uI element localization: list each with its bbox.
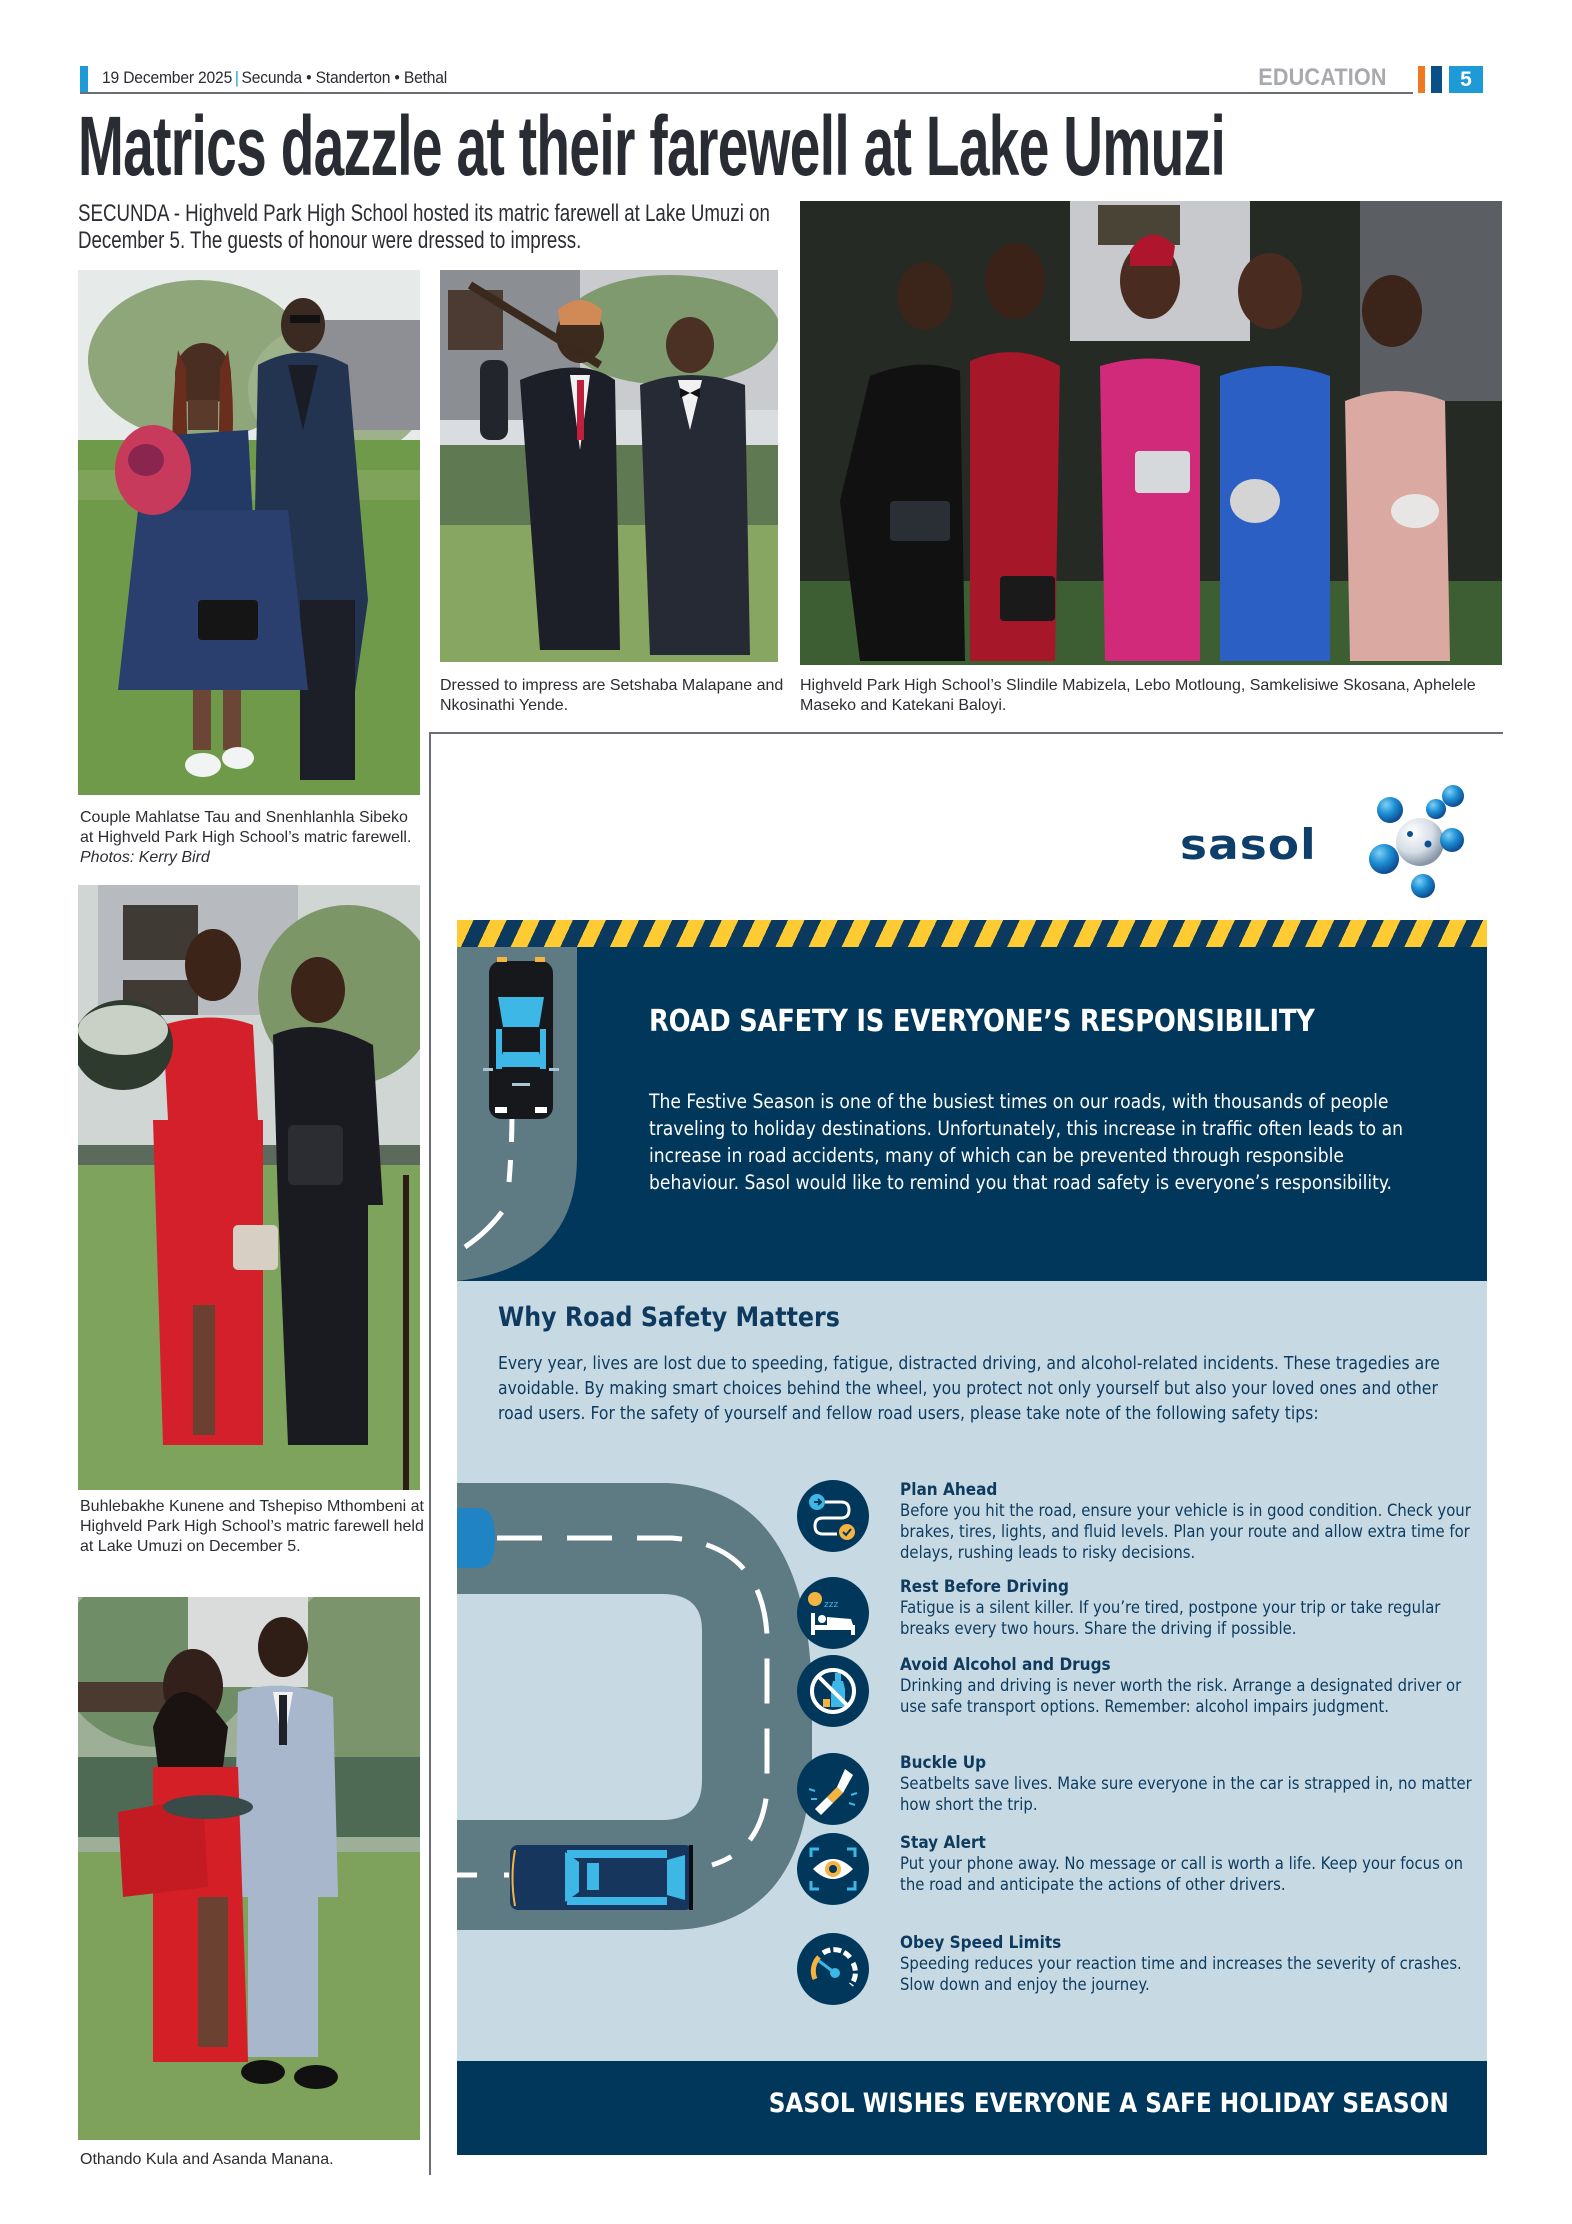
sasol-molecule-icon (1368, 782, 1473, 900)
advert-title: ROAD SAFETY IS EVERYONE’S RESPONSIBILITY (649, 1004, 1315, 1039)
why-road-safety-title: Why Road Safety Matters (498, 1302, 840, 1333)
photo-red-gown-grey-suit (78, 1597, 420, 2140)
advert-footer (457, 2061, 1487, 2155)
speedometer-icon (797, 1933, 869, 2005)
column-divider-horizontal (430, 732, 1503, 734)
sasol-logo (1178, 782, 1473, 900)
tip-title: Obey Speed Limits (900, 1933, 1062, 1953)
dateline-separator: | (234, 68, 239, 87)
photo-two-men (440, 270, 778, 662)
svg-text:zzz: zzz (824, 1600, 839, 1610)
photo-caption-five-women: Highveld Park High School’s Slindile Mabizela, Lebo Motloung, Samkelisiwe Skosana, Aphelele Maseko and Katekani Baloyi. (800, 677, 1476, 714)
tip-body: Before you hit the road, ensure your vehicle is in good condition. Check your brakes, tires, lights, and fluid levels. Plan your route and allow extra time for delays, rushing leads to risky decisions. (900, 1501, 1471, 1562)
photo-caption-red-gown-grey-suit: Othando Kula and Asanda Manana. (80, 2151, 334, 2168)
tip-title: Buckle Up (900, 1753, 987, 1773)
section-label: EDUCATION (1258, 64, 1387, 91)
issue-date: 19 December 2025 (102, 68, 233, 87)
header-rule (80, 92, 1413, 94)
photo-caption-two-men: Dressed to impress are Setshaba Malapane and Nkosinathi Yende. (440, 677, 784, 714)
tip-body: Seatbelts save lives. Make sure everyone in the car is strapped in, no matter how short the trip. (900, 1774, 1472, 1814)
tip-title: Rest Before Driving (900, 1577, 1069, 1597)
sleep-bed-icon (797, 1577, 869, 1649)
advert-footer-message: SASOL WISHES EVERYONE A SAFE HOLIDAY SEASON (768, 2088, 1449, 2119)
tip-body: Put your phone away. No message or call is worth a life. Keep your focus on the road and anticipate the actions of other drivers. (900, 1854, 1464, 1894)
route-plan-icon (797, 1480, 869, 1552)
section-accent-navy (1431, 66, 1442, 93)
advert-intro: The Festive Season is one of the busiest times on our roads, with thousands of people traveling to holiday destinations. Unfortunately, this increase in traffic often leads to an increase in road accidents, many of which can be prevented through responsible behaviour. Sasol would like to remind you that road safety is everyone’s responsibility. (649, 1090, 1404, 1194)
photo-couple-navy (78, 270, 420, 795)
section-accent-orange (1418, 66, 1425, 93)
tip-body: Fatigue is a silent killer. If you’re tired, postpone your trip or take regular breaks every two hours. Share the driving if possible. (900, 1598, 1441, 1638)
tip-title: Stay Alert (900, 1833, 986, 1853)
issue-dateline (102, 68, 447, 88)
road-with-car-illustration (457, 947, 577, 1281)
photo-credit: Photos: Kerry Bird (80, 849, 210, 866)
eye-alert-icon (797, 1833, 869, 1905)
sasol-road-safety-advert (457, 920, 1487, 2155)
why-road-safety-section (457, 1281, 1487, 2061)
photo-five-women (800, 201, 1502, 665)
why-road-safety-body: Every year, lives are lost due to speeding, fatigue, distracted driving, and alcohol-related incidents. These tragedies are avoidable. By making smart choices behind the wheel, you protect not only yourself but also your loved ones and other road users. For the safety of yourself and fellow road users, please take note of the following safety tips: (498, 1353, 1440, 1424)
tip-title: Plan Ahead (900, 1480, 998, 1500)
photo-red-gown-black-suit (78, 885, 420, 1490)
header-accent-bar (80, 66, 88, 93)
tip-title: Avoid Alcohol and Drugs (900, 1655, 1111, 1675)
article-intro: SECUNDA - Highveld Park High School hosted its matric farewell at Lake Umuzi on December 5. The guests of honour were dressed to impress. (78, 200, 770, 254)
hazard-stripe (457, 920, 1487, 947)
regions: Secunda • Standerton • Bethal (241, 68, 448, 87)
seatbelt-icon (797, 1753, 869, 1825)
tip-body: Drinking and driving is never worth the risk. Arrange a designated driver or use safe transport options. Remember: alcohol impairs judgment. (900, 1676, 1462, 1716)
page-number: 5 (1449, 66, 1483, 93)
column-divider-vertical (429, 732, 431, 2175)
u-turn-road-illustration (457, 1460, 817, 2000)
photo-caption-couple-navy: Couple Mahlatse Tau and Snenhlanhla Sibeko at Highveld Park High School’s matric farewell. Photos: Kerry Bird (80, 809, 412, 866)
advert-hero (457, 947, 1487, 1281)
page-header (80, 66, 1503, 93)
photo-caption-red-gown-black-suit: Buhlebakhe Kunene and Tshepiso Mthombeni at Highveld Park High School’s matric farewell held at Lake Umuzi on December 5. (80, 1498, 424, 1555)
article-headline: Matrics dazzle at their farewell at Lake Umuzi (78, 99, 1226, 193)
sasol-wordmark: sasol (1180, 820, 1317, 869)
no-alcohol-icon (797, 1655, 869, 1727)
tip-body: Speeding reduces your reaction time and increases the severity of crashes. Slow down and enjoy the journey. (900, 1954, 1462, 1994)
